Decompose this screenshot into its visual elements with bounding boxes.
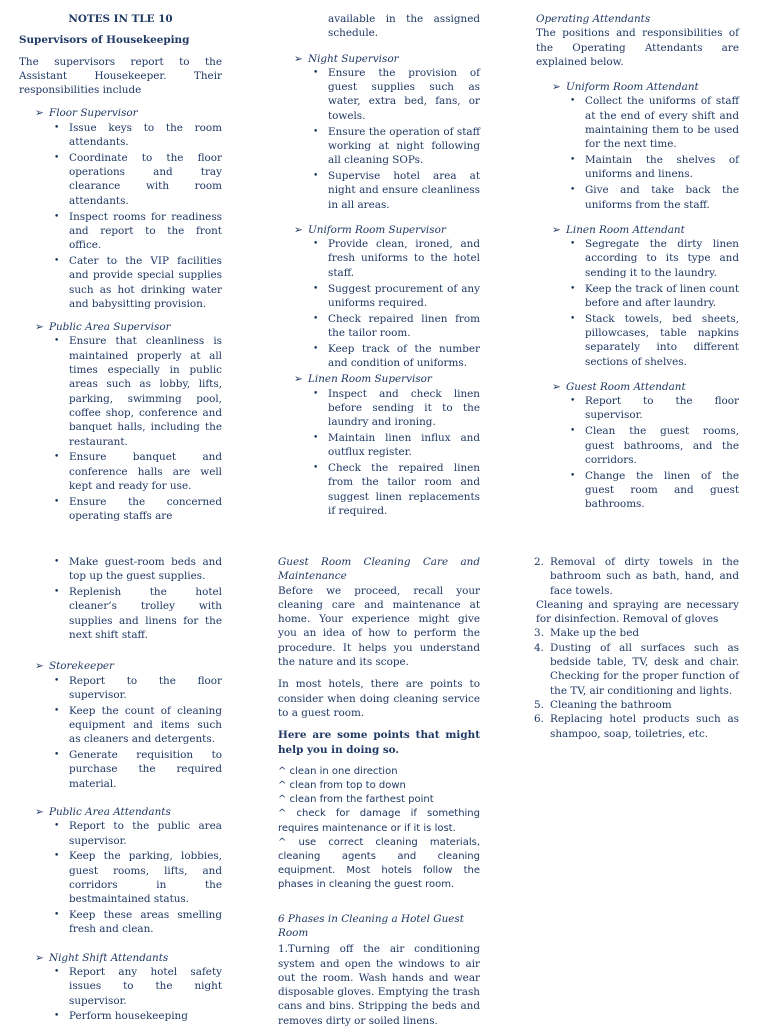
list-item: • Generate requisition to purchase the required material. [54,749,222,790]
bullet-icon: • [570,185,576,196]
public-area-attendants-heading: ➢ Public Area Attendants [35,805,171,818]
point-item: ^ clean from top to down [278,780,406,792]
arrow-bullet-icon: ➢ [35,107,44,120]
list-item: • Ensure banquet and conference halls are well kept and ready for use. [54,451,222,492]
column-2 [278,0,480,520]
cleaning-care-heading: Guest Room Cleaning Care and Maintenance [278,556,480,583]
column-3 [536,0,739,513]
point-item: ^ clean in one direction [278,765,398,777]
bullet-icon: • [54,750,60,761]
phases-list-part-2 [534,626,739,740]
phase-2-note: Cleaning and spraying are necessary for disinfection. Removal of gloves [536,598,739,626]
bullet-icon: • [54,675,60,686]
linen-room-supervisor-list [313,387,480,519]
list-item: • Change the linen of the guest room and guest bathrooms. [570,469,739,511]
column-2-lower [278,555,480,1028]
list-item: • Report to the floor supervisor. [570,395,739,422]
arrow-bullet-icon: ➢ [35,805,44,818]
bullet-icon: • [570,470,576,481]
floor-supervisor-list [54,121,222,311]
arrow-bullet-icon: ➢ [552,223,561,236]
floor-supervisor-heading: ➢ Floor Supervisor [35,107,138,120]
phase-1-text: 1.Turning off the air conditioning system and open the windows to air out the room. Wash hands and wear disposable gloves. Emptying the trash cans and bins. Stripping the beds and removes dirty or soiled linens. [278,943,480,1027]
column-1 [19,0,222,525]
bullet-icon: • [313,388,319,399]
arrow-bullet-icon: ➢ [552,81,561,94]
phase-item: 5. Cleaning the bathroom [534,698,672,711]
bullet-icon: • [54,496,60,507]
guest-room-attendant-list [570,394,739,511]
bullet-icon: • [313,239,319,250]
night-supervisor-heading: ➢ Night Supervisor [294,52,399,65]
column-3-lower [536,555,739,741]
list-item: • Keep the track of linen count before and after laundry. [570,282,739,309]
arrow-bullet-icon: ➢ [294,52,303,65]
bullet-icon: • [54,821,60,832]
public-area-supervisor-heading: ➢ Public Area Supervisor [35,321,171,334]
bullet-icon: • [54,336,60,347]
points-heading: Here are some points that might help you in doing so. [278,729,480,756]
point-item: ^ clean from the farthest point [278,794,434,806]
list-item: • Keep the parking, lobbies, guest rooms, lifts, and corridors in the bestmaintained status. [54,850,222,906]
cleaning-care-paragraph-1: Before we proceed, recall your cleaning care and maintenance at home. Your experience might give you an idea of how to perform the procedure. It helps you understand the nature and its scope. [278,584,480,669]
bullet-icon: • [570,426,576,437]
phase-item: 2. Removal of dirty towels in the bathroom such as bath, hand, and face towels. [534,556,739,597]
phases-list-part-1 [534,555,739,598]
list-item: • Check repaired linen from the tailor room. [313,312,480,339]
list-item: • Ensure the concerned operating staffs are [54,495,222,522]
supervisors-heading: Supervisors of Housekeeping [19,34,190,47]
night-shift-attendants-list [54,965,222,1024]
list-item: • Provide clean, ironed, and fresh uniforms to the hotel staff. [313,238,480,279]
linen-room-attendant-heading: ➢ Linen Room Attendant [552,223,685,236]
operating-attendants-intro: The positions and responsibilities of the Operating Attendants are explained below. [536,27,739,68]
list-item: • Ensure that cleanliness is maintained properly at all times especially in public areas such as lobby, lifts, parking, swimming pool, coffee shop, conference and banquet halls, including the restaurant. [54,335,222,448]
bullet-icon: • [313,313,319,324]
list-item: • Check the repaired linen from the tailor room and suggest linen replacements if required. [313,462,480,517]
list-item: • Give and take back the uniforms from the staff. [570,184,739,211]
list-item: • Report any hotel safety issues to the night supervisor. [54,965,222,1007]
uniform-room-attendant-heading: ➢ Uniform Room Attendant [552,81,699,94]
point-item: ^ use correct cleaning materials, cleaning agents and cleaning equipment. Most hotels follow the phases in cleaning the guest room. [278,836,480,891]
list-item: • Maintain linen influx and outflux register. [313,432,480,459]
list-item: • Ensure the operation of staff working at night following all cleaning SOPs. [313,125,480,167]
operating-attendants-heading: Operating Attendants [536,13,651,25]
bullet-icon: • [313,343,319,354]
list-item: • Collect the uniforms of staff at the end of every shift and maintaining them to be used for the next time. [570,95,739,151]
phase-item: 6. Replacing hotel products such as shampoo, soap, toiletries, etc. [534,713,739,740]
bullet-icon: • [54,255,60,266]
bullet-icon: • [54,452,60,463]
bullet-icon: • [313,126,319,137]
night-supervisor-list [313,66,480,212]
list-item: • Coordinate to the floor operations and tray clearance with room attendants. [54,151,222,207]
arrow-bullet-icon: ➢ [552,380,561,393]
bullet-icon: • [54,587,60,598]
list-item: • Report to the public area supervisor. [54,820,222,847]
phases-heading: 6 Phases in Cleaning a Hotel Guest Room [278,912,464,939]
linen-room-supervisor-heading: ➢ Linen Room Supervisor [294,373,432,386]
uniform-room-supervisor-heading: ➢ Uniform Room Supervisor [294,223,446,236]
list-item: • Keep the count of cleaning equipment and items such as cleaners and detergents. [54,704,222,746]
cleaning-care-paragraph-2: In most hotels, there are points to consider when doing cleaning service to a guest room. [278,678,480,719]
guest-room-attendant-heading: ➢ Guest Room Attendant [552,380,686,393]
point-item: ^ check for damage if something requires maintenance or if it is lost. [278,808,480,834]
arrow-bullet-icon: ➢ [294,223,303,236]
public-area-attendants-list [54,819,222,936]
bullet-icon: • [313,170,319,181]
storekeeper-heading: ➢ Storekeeper [35,660,115,673]
bullet-icon: • [54,211,60,222]
list-item: • Replenish the hotel cleaner’s trolley with supplies and linens for the next shift staff. [54,586,222,641]
list-item: • Segregate the dirty linen according to its type and sending it to the laundry. [570,238,739,279]
list-item: • Cater to the VIP facilities and provide special supplies such as hot drinking water and babysitting provision. [54,254,222,310]
list-item: • Keep track of the number and condition of uniforms. [313,342,480,370]
bullet-icon: • [313,283,319,294]
list-item: • Issue keys to the room attendants. [54,121,222,149]
list-item: • Keep these areas smelling fresh and clean. [54,909,222,936]
linen-room-attendant-list [570,237,739,369]
list-item: • Supervise hotel area at night and ensure cleanliness in all areas. [313,169,480,211]
list-item: • Report to the floor supervisor. [54,674,222,701]
bullet-icon: • [313,67,319,78]
storekeeper-list [54,674,222,791]
list-item: • Ensure the provision of guest supplies such as water, extra bed, fans, or towels. [313,66,480,122]
page-title: NOTES IN TLE 10 [68,13,173,25]
bullet-icon: • [54,152,60,163]
list-item: • Inspect rooms for readiness and report to the front office. [54,210,222,252]
uniform-room-attendant-list [570,94,739,211]
phase-item: 3. Make up the bed [534,627,640,640]
night-shift-attendants-heading: ➢ Night Shift Attendants [35,951,169,964]
bullet-icon: • [54,966,60,977]
points-list [278,765,480,893]
bullet-icon: • [54,705,60,716]
bullet-icon: • [570,396,576,407]
phase-item: 4. Dusting of all surfaces such as bedside table, TV, desk and chair. Checking for the proper function of the TV, air conditioning and lights. [534,641,739,697]
list-item: • Maintain the shelves of uniforms and linens. [570,154,739,181]
bullet-icon: • [570,239,576,250]
list-item: • Stack towels, bed sheets, pillowcases, table napkins separately into different sections of shelves. [570,312,739,368]
continued-list [54,555,222,642]
bullet-icon: • [54,851,60,862]
column-1-lower [19,555,222,1025]
list-item: • Make guest-room beds and top up the guest supplies. [54,556,222,583]
list-item: • Perform housekeeping [54,1010,188,1023]
bullet-icon: • [570,313,576,324]
continued-text: available in the assigned schedule. [328,13,480,40]
uniform-room-supervisor-list [313,237,480,370]
bullet-icon: • [570,96,576,107]
bullet-icon: • [54,557,60,567]
list-item: • Clean the guest rooms, guest bathrooms, and the corridors. [570,425,739,466]
public-area-supervisor-list [54,334,222,523]
arrow-bullet-icon: ➢ [35,951,44,964]
bullet-icon: • [313,463,319,474]
arrow-bullet-icon: ➢ [35,660,44,673]
bullet-icon: • [54,1011,60,1022]
bullet-icon: • [313,433,319,444]
arrow-bullet-icon: ➢ [294,373,303,386]
list-item: • Suggest procurement of any uniforms required. [313,282,480,309]
bullet-icon: • [54,910,60,921]
list-item: • Inspect and check linen before sending it to the laundry and ironing. [313,387,480,429]
bullet-icon: • [570,283,576,294]
supervisors-intro: The supervisors report to the Assistant Housekeeper. Their responsibilities include [19,55,222,97]
bullet-icon: • [54,122,60,133]
bullet-icon: • [570,155,576,166]
arrow-bullet-icon: ➢ [35,321,44,334]
